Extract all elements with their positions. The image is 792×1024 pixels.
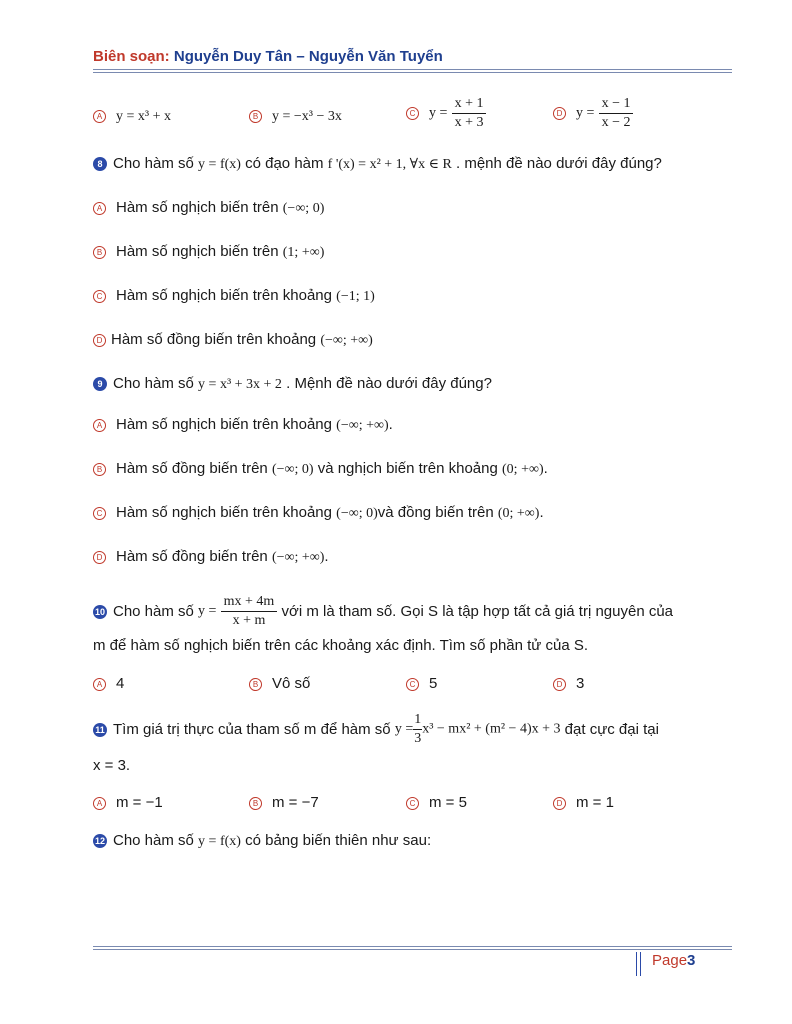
q7-option-c-prefix: y = — [429, 105, 448, 121]
footer-divider-1 — [636, 952, 637, 976]
option-b-icon: B — [249, 678, 262, 691]
q10-denominator: x + m — [232, 613, 266, 628]
q11-option-c — [406, 794, 467, 811]
footer-divider-2 — [640, 952, 641, 976]
q8-func: y = f(x) — [198, 157, 241, 172]
q7-option-d-fraction — [599, 96, 634, 131]
footer-rule-bottom — [93, 949, 732, 950]
q11-lead: Tìm giá trị thực của tham số m để hàm số — [113, 721, 391, 738]
q9-option-b-text1: Hàm số đồng biến trên — [116, 460, 268, 477]
option-c-icon: C — [93, 290, 106, 303]
q10-option-d-text: 3 — [576, 675, 585, 692]
q11-option-a-text: m = −1 — [116, 794, 163, 811]
q12-tail: có bảng biến thiên như sau: — [245, 832, 432, 849]
q11-option-a — [93, 794, 163, 811]
page-header — [93, 48, 443, 65]
option-b-icon: B — [249, 110, 262, 123]
q11-option-d — [553, 794, 614, 811]
header-label: Biên soạn: — [93, 48, 170, 65]
page-label: Page — [652, 952, 688, 969]
q8-mid: có đạo hàm — [245, 155, 324, 172]
q10-stem — [93, 594, 673, 629]
q10-option-b-text: Vô số — [272, 675, 311, 692]
q7-option-b-math: y = −x³ − 3x — [272, 109, 342, 124]
q11-tail: đạt cực đại tại — [564, 721, 659, 738]
q11-option-b — [249, 794, 319, 811]
q8-option-b — [93, 243, 324, 261]
q10-option-b — [249, 675, 310, 692]
q7-option-a-math: y = x³ + x — [116, 109, 171, 124]
q8-lead: Cho hàm số — [113, 155, 194, 172]
q11-stem — [93, 712, 659, 747]
q8-tail: . mệnh đề nào dưới đây đúng? — [456, 155, 662, 172]
q9-option-d-math: (−∞; +∞) — [271, 550, 325, 565]
option-c-icon: C — [406, 107, 419, 120]
q9-option-c-math1: (−∞; 0) — [336, 506, 378, 521]
page-number — [652, 952, 695, 969]
option-a-icon: A — [93, 678, 106, 691]
q8-deriv: f '(x) = x² + 1, ∀x ∈ R — [327, 157, 452, 172]
q9-option-c-text2: và đồng biến trên — [377, 504, 494, 521]
q10-option-a — [93, 675, 124, 692]
q10-line2: m để hàm số nghịch biến trên các khoảng xác định. Tìm số phần tử của S. — [93, 637, 589, 654]
q11-option-c-text: m = 5 — [429, 794, 467, 811]
option-d-icon: D — [553, 107, 566, 120]
q11-y: y = — [394, 721, 414, 737]
q10-numerator: mx + 4m — [221, 594, 278, 612]
q7-option-b — [249, 107, 342, 125]
option-c-icon: C — [406, 678, 419, 691]
q8-option-b-text: Hàm số nghịch biến trên — [116, 243, 279, 260]
q9-option-b — [93, 460, 548, 478]
q7-option-c-fraction — [452, 96, 487, 131]
q10-option-c-text: 5 — [429, 675, 438, 692]
option-d-icon: D — [553, 797, 566, 810]
q9-option-b-end: . — [543, 460, 548, 477]
q9-option-a-text: Hàm số nghịch biến trên khoảng — [116, 416, 332, 433]
q11-expr: x³ − mx² + (m² − 4)x + 3 — [422, 721, 561, 737]
q11-frac-denominator: 3 — [414, 731, 422, 746]
q8-option-d-math: (−∞; +∞) — [320, 333, 373, 348]
q12-func: y = f(x) — [198, 834, 241, 849]
q7-option-d-denominator: x − 2 — [601, 115, 631, 130]
q12-number-badge: 12 — [94, 836, 105, 846]
option-d-icon: D — [553, 678, 566, 691]
option-a-icon: A — [93, 202, 106, 215]
q9-option-d-text: Hàm số đồng biến trên — [116, 548, 268, 565]
q10-tail: với m là tham số. Gọi S là tập hợp tất cả giá trị nguyên của — [281, 603, 674, 620]
q10-option-d — [553, 675, 584, 692]
option-b-icon: B — [93, 463, 106, 476]
q9-option-b-text2: và nghịch biến trên khoảng — [317, 460, 498, 477]
q10-fraction — [221, 594, 278, 629]
q9-option-d-end: . — [324, 548, 329, 565]
q7-option-d-prefix: y = — [576, 105, 595, 121]
q8-option-c-math: (−1; 1) — [336, 289, 375, 304]
q11-option-d-text: m = 1 — [576, 794, 614, 811]
header-rule-top — [93, 69, 732, 70]
q8-option-c — [93, 287, 375, 305]
q9-option-c-end: . — [539, 504, 544, 521]
q9-option-d — [93, 548, 329, 566]
q8-stem — [93, 155, 662, 173]
page-number-value: 3 — [687, 952, 696, 969]
q8-option-b-math: (1; +∞) — [282, 245, 325, 260]
q7-option-d — [553, 96, 633, 131]
q9-option-b-math2: (0; +∞) — [502, 462, 544, 477]
q9-number-badge: 9 — [93, 377, 107, 391]
q8-option-d — [93, 331, 373, 349]
q11-fraction — [413, 712, 422, 747]
q10-y: y = — [198, 603, 217, 619]
footer-rule-top — [93, 946, 732, 947]
q9-option-c-text1: Hàm số nghịch biến trên khoảng — [116, 504, 332, 521]
q8-option-a — [93, 199, 324, 217]
option-b-icon: B — [249, 797, 262, 810]
q7-option-d-numerator: x − 1 — [599, 96, 634, 114]
q8-option-c-text: Hàm số nghịch biến trên khoảng — [116, 287, 332, 304]
q11-number-badge: 11 — [93, 723, 107, 737]
q10-lead: Cho hàm số — [113, 603, 194, 620]
q8-option-d-text: Hàm số đồng biến trên khoảng — [111, 331, 317, 348]
option-d-icon: D — [93, 334, 106, 347]
q9-lead: Cho hàm số — [113, 375, 194, 392]
option-a-icon: A — [93, 797, 106, 810]
q10-number-badge: 10 — [94, 606, 105, 617]
q9-func: y = x³ + 3x + 2 — [198, 377, 282, 392]
q8-option-a-text: Hàm số nghịch biến trên — [116, 199, 279, 216]
q9-tail: . Mệnh đề nào dưới đây đúng? — [286, 375, 492, 392]
q12-lead: Cho hàm số — [113, 832, 194, 849]
q11-option-b-text: m = −7 — [272, 794, 319, 811]
q7-option-a — [93, 107, 171, 125]
q8-number-badge: 8 — [93, 157, 107, 171]
q9-option-a-end: . — [388, 416, 393, 433]
q9-option-a — [93, 416, 393, 434]
header-authors: Nguyễn Duy Tân – Nguyễn Văn Tuyển — [173, 48, 443, 65]
q11-frac-numerator: 1 — [413, 712, 422, 730]
q9-stem — [93, 375, 492, 393]
q7-option-c-denominator: x + 3 — [454, 115, 484, 130]
header-rule-bottom — [93, 72, 732, 73]
option-a-icon: A — [93, 419, 106, 432]
q7-option-c — [406, 96, 486, 131]
q8-option-a-math: (−∞; 0) — [282, 201, 325, 216]
option-a-icon: A — [93, 110, 106, 123]
option-d-icon: D — [93, 551, 106, 564]
q9-option-a-math: (−∞; +∞) — [336, 418, 389, 433]
q12-stem — [93, 832, 431, 850]
q9-option-c — [93, 504, 544, 522]
q9-option-b-math1: (−∞; 0) — [271, 462, 314, 477]
q11-line2: x = 3. — [93, 757, 131, 774]
q9-option-c-math2: (0; +∞) — [497, 506, 540, 521]
q10-option-a-text: 4 — [116, 675, 125, 692]
option-c-icon: C — [93, 507, 106, 520]
option-c-icon: C — [406, 797, 419, 810]
q7-option-c-numerator: x + 1 — [452, 96, 487, 114]
q10-option-c — [406, 675, 437, 692]
option-b-icon: B — [93, 246, 106, 259]
